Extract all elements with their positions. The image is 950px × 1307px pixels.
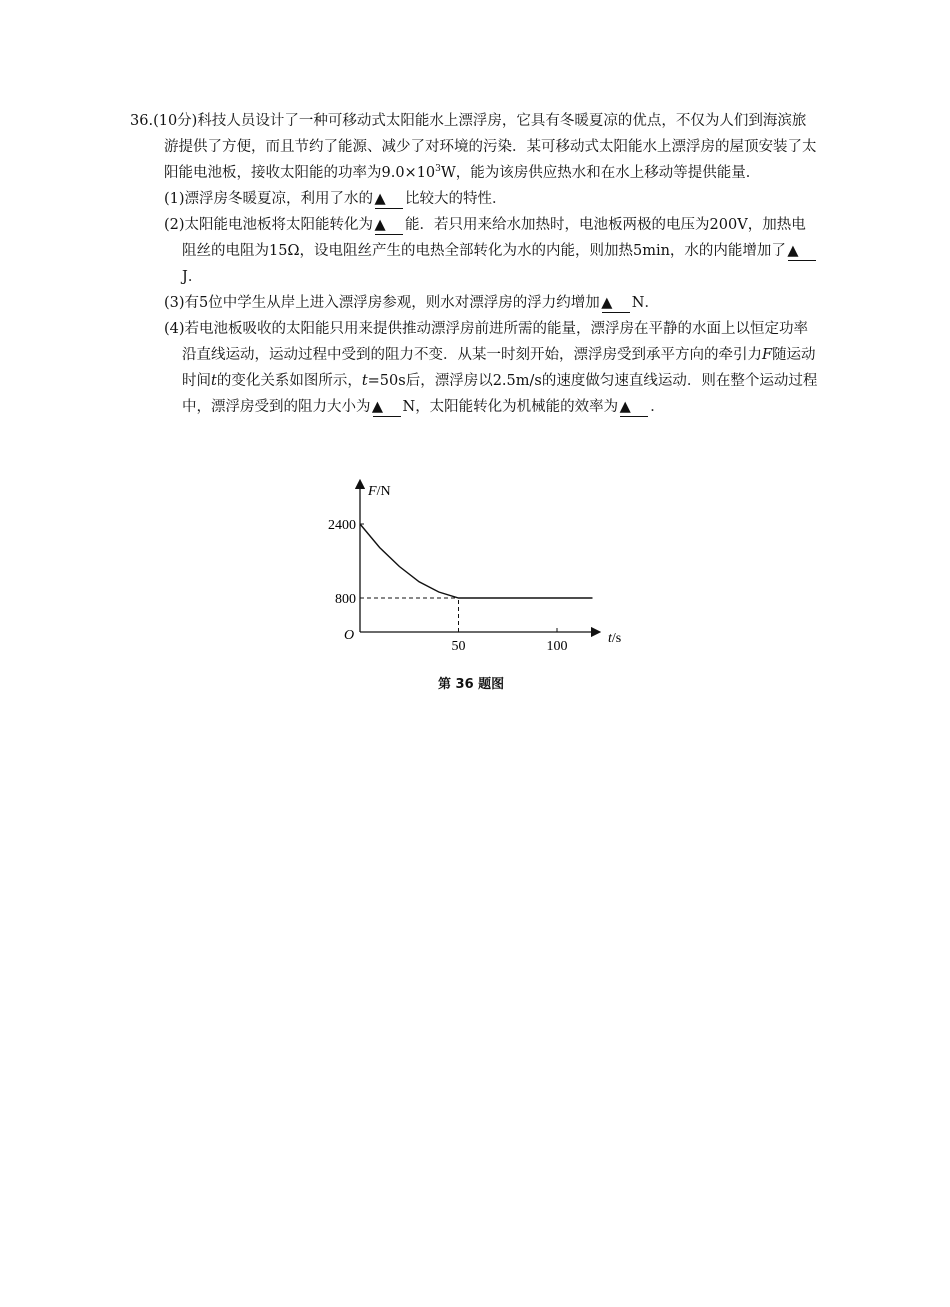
part-2-text-mid: 能．若只用来给水加热时，电池板两极的电压为200V，加热电阻丝的电阻为15Ω，设电阻丝产生的电热全部转化为水的内能，则加热5min，水的内能增加了 <box>182 217 806 259</box>
part-1-text-end: 比较大的特性． <box>405 191 507 207</box>
part-4-text-e: N，太阳能转化为机械能的效率为 <box>402 399 619 415</box>
part-4 <box>164 316 820 420</box>
x-tick-label: 100 <box>546 639 568 654</box>
question-number: 36. <box>130 113 154 129</box>
answer-blank[interactable]: ▲ <box>373 399 401 417</box>
part-1-text: 漂浮房冬暖夏凉，利用了水的 <box>184 191 374 207</box>
part-1-label: (1) <box>164 191 185 207</box>
var-F: F <box>762 347 773 363</box>
force-curve <box>360 524 593 598</box>
answer-blank[interactable]: ▲ <box>375 217 403 235</box>
stem-text-a: 科技人员设计了一种可移动式太阳能水上漂浮房，它具有冬暖夏凉的优点，不仅为人们到海滨旅游提供了方便，而且节约了能源、减少了对环境的污染．某可移动式太阳能水上漂浮房的屋顶安装了太阳能电池板，接收太阳能的功率为9.0×10 <box>164 113 817 181</box>
part-3-text-end: N． <box>631 295 659 311</box>
y-axis-label: F/N <box>368 484 391 499</box>
var-t: t <box>361 373 368 389</box>
part-4-text-a: 若电池板吸收的太阳能只用来提供推动漂浮房前进所需的能量，漂浮房在平静的水面上以恒定功率沿直线运动，运动过程中受到的阻力不变．从某一时刻开始，漂浮房受到承平方向的牵引力 <box>182 321 809 363</box>
y-tick-label: 2400 <box>328 518 356 533</box>
part-3-text: 有5位中学生从岸上进入漂浮房参观，则水对漂浮房的浮力约增加 <box>184 295 600 311</box>
answer-blank[interactable]: ▲ <box>375 191 403 209</box>
stem-text-b: W，能为该房供应热水和在水上移动等提供能量． <box>440 165 761 181</box>
figure-caption: 第 36 题图 <box>438 677 505 692</box>
part-4-text-b: 随运动时间 <box>182 347 816 389</box>
y-tick-label: 800 <box>335 592 356 607</box>
question-score: (10分) <box>153 113 198 129</box>
part-3-label: (3) <box>164 295 185 311</box>
dashed-guides <box>360 598 459 632</box>
sub-questions <box>130 186 820 420</box>
answer-blank[interactable]: ▲ <box>620 399 648 417</box>
x-axis-label: t/s <box>608 631 622 646</box>
origin-label: O <box>344 628 355 643</box>
part-2 <box>164 212 820 290</box>
part-4-text-d: =50s后，漂浮房以2.5m/s的速度做匀速直线运动．则在整个运动过程中，漂浮房受到的阻力大小为 <box>182 373 818 415</box>
answer-blank[interactable]: ▲ <box>602 295 630 313</box>
part-4-text-c: 的变化关系如图所示， <box>216 373 362 389</box>
part-2-text-end: J． <box>182 269 203 285</box>
tick-group <box>328 518 568 654</box>
stem-exponent: 3 <box>435 164 441 175</box>
part-3 <box>164 290 820 316</box>
part-1 <box>164 186 820 212</box>
var-t: t <box>211 373 217 389</box>
part-2-text: 太阳能电池板将太阳能转化为 <box>184 217 374 233</box>
part-2-label: (2) <box>164 217 185 233</box>
x-tick-label: 50 <box>451 639 466 654</box>
question-36 <box>130 108 820 420</box>
part-4-text-end: ． <box>650 399 665 415</box>
question-stem <box>130 108 820 186</box>
part-4-label: (4) <box>164 321 185 337</box>
force-time-graph <box>320 476 640 656</box>
answer-blank[interactable]: ▲ <box>788 243 816 261</box>
